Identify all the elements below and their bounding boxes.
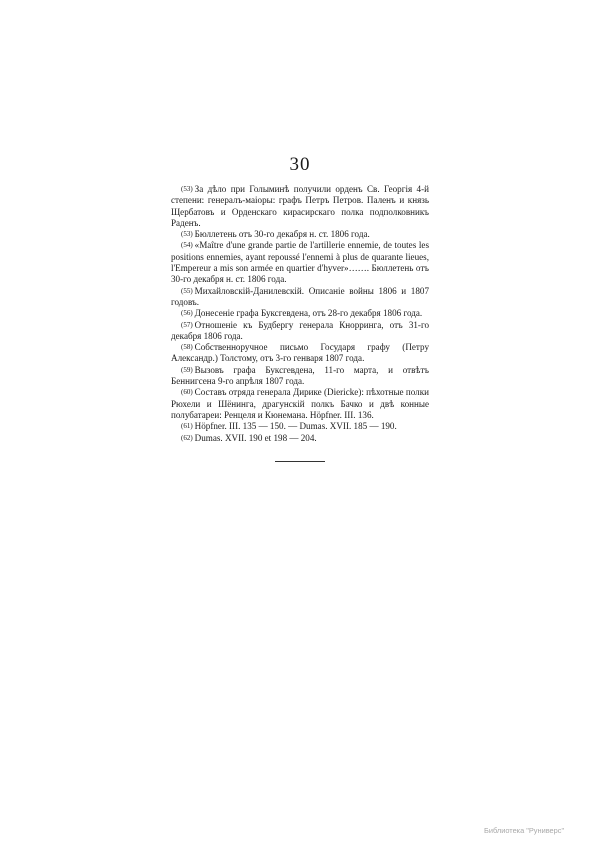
library-watermark: Библиотека "Руниверс" — [484, 826, 565, 835]
footnote-number: (55) — [181, 286, 193, 295]
footnote-number: (56) — [181, 309, 193, 318]
footnote-text: Бюллетень отъ 30-го декабря н. ст. 1806 года. — [194, 229, 370, 240]
footnote — [171, 229, 429, 240]
footnote-number: (61) — [181, 422, 193, 431]
footnote-text: Михайловскій-Данилевскій. Описаніе войны 1806 и 1807 годовъ. — [171, 285, 429, 307]
footnote-number: (62) — [181, 433, 193, 442]
footnote-number: (53) — [181, 185, 193, 193]
footnote — [171, 433, 429, 444]
footnote — [171, 320, 429, 343]
footnote-number: (57) — [181, 320, 193, 329]
footnote-text: Составъ отряда генерала Дирике (Diericke): пѣхотные полки Рюхели и Шёнинга, драгунскій полкъ Бачко и двѣ конные полубатареи: Ренцеля и Кюнемана. Höpfner. III. 136. — [171, 387, 429, 420]
footnote-text: Собственноручное письмо Государя графу (Петру Александр.) Толстому, отъ 3-го генваря 1807 года. — [171, 342, 429, 364]
footnote-number: (53) — [181, 230, 193, 239]
footnote — [171, 342, 429, 365]
footnote — [171, 184, 429, 229]
footnote — [171, 308, 429, 319]
footnote-number: (58) — [181, 343, 193, 352]
footnote — [171, 421, 429, 432]
footnote — [171, 365, 429, 388]
footnote-text: Dumas. XVII. 190 et 198 — 204. — [194, 432, 317, 443]
footnote-text: Höpfner. III. 135 — 150. — Dumas. XVII. 185 — 190. — [194, 421, 397, 432]
footnote-number: (60) — [181, 388, 193, 397]
footnote-number: (59) — [181, 365, 193, 374]
page-number: 30 — [289, 154, 311, 175]
footnote-text: За дѣло при Голыминѣ получили орденъ Св. Георгія 4-й степени: генералъ-маіоры: графъ Петръ Петров. Паленъ и князь Щербатовъ и Орденскаго кирасирскаго полка подполковникъ Раденъ. — [171, 184, 429, 228]
footnote — [171, 240, 429, 285]
section-divider — [275, 461, 325, 462]
footnote-text: «Maître d'une grande partie de l'artillerie ennemie, de toutes les positions ennemies, ayant repoussé l'ennemi à plus de quarante lieues, l'Empereur a mis son armée en quartier d'hyver»……. Бюллетень отъ 30-го декабря н. ст. 1806 года. — [171, 240, 429, 285]
footnote-number: (54) — [181, 241, 193, 250]
footnotes-block — [171, 184, 429, 444]
footnote — [171, 286, 429, 309]
footnote-text: Донесеніе графа Буксгевдена, отъ 28-го декабря 1806 года. — [194, 308, 423, 319]
footnote-text: Вызовъ графа Буксгевдена, 11-го марта, и отвѣтъ Беннигсена 9-го апрѣля 1807 года. — [171, 364, 429, 387]
footnote-text: Отношеніе къ Будбергу генерала Кнорринга, отъ 31-го декабря 1806 года. — [171, 319, 429, 341]
footnote — [171, 387, 429, 421]
